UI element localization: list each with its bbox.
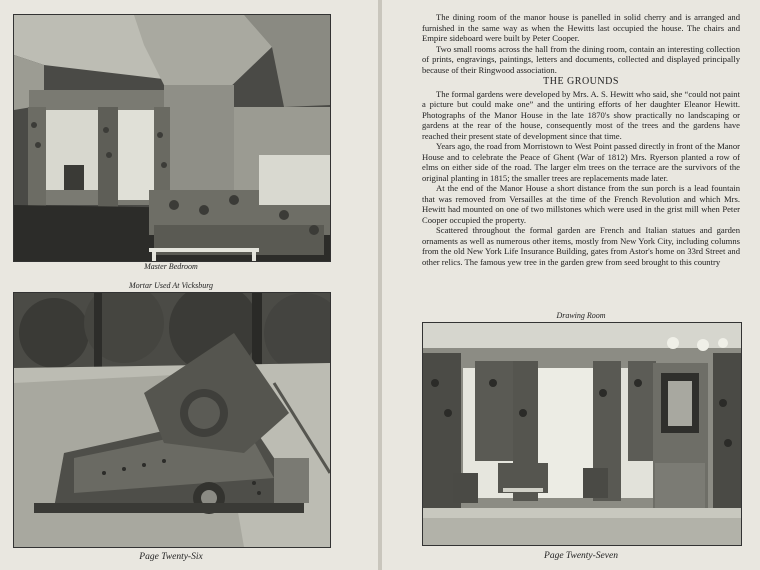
drawing-room-photo — [422, 322, 742, 546]
paragraph: The formal gardens were developed by Mrs. A. S. Hewitt who said, she “could not paint a picture but could make one” and the untiring efforts of her daughter Eleanor Hewitt. Photographs of the Manor House in the late 1870's show practically no landscaping or gardens at the rear of the house, consequently most of the trees and the gardens have reached their present state of development since that time. — [422, 88, 740, 141]
section-heading: THE GROUNDS — [543, 76, 619, 87]
mortar-illustration — [14, 293, 330, 547]
right-page-folio: Page Twenty-Seven — [544, 551, 618, 561]
master-bedroom-photo — [13, 14, 331, 262]
paragraph: Scattered throughout the formal garden are French and Italian statues and garden ornaments as well as numerous other items, mostly from New York City, including columns from the old New York Life Insurance Building, gates from Astor's home on 33rd Street and other relics. The famous yew tree in the garden grew from seed brought to this country — [422, 225, 740, 267]
paragraph: At the end of the Manor House a short distance from the sun porch is a lead fountain that was removed from Versailles at the time of the French Revolution and which Mrs. Hewitt had mounted on one of two millstones which were used in the grist mill when Peter Cooper occupied the property. — [422, 183, 740, 225]
paragraph: The dining room of the manor house is panelled in solid cherry and is arranged and furnished in the same way as when the Hewitts last occupied the house. The chairs and Empire sideboard were built by Peter Cooper. — [422, 12, 740, 43]
drawing-room-illustration — [423, 323, 741, 545]
right-page-text — [422, 12, 740, 267]
mortar-caption: Mortar Used At Vicksburg — [128, 281, 214, 290]
paragraph: Years ago, the road from Morristown to West Point passed directly in front of the Manor House and to celebrate the Peace of Ghent (War of 1812) Mrs. Ryerson planted a row of elms on either side of the road. The larger elm trees on the terrace are the survivors of the original planting in 1815; the smaller trees are replacements made later. — [422, 141, 740, 183]
paragraph: Two small rooms across the hall from the dining room, contain an interesting collection of prints, engravings, paintings, letters and documents, collected and displayed principally because of their Ringwood association. — [422, 43, 740, 75]
mortar-photo — [13, 292, 331, 548]
master-bedroom-illustration — [14, 15, 330, 261]
left-page-folio: Page Twenty-Six — [139, 552, 203, 562]
master-bedroom-caption: Master Bedroom — [144, 262, 198, 271]
drawing-room-caption: Drawing Room — [556, 311, 606, 320]
